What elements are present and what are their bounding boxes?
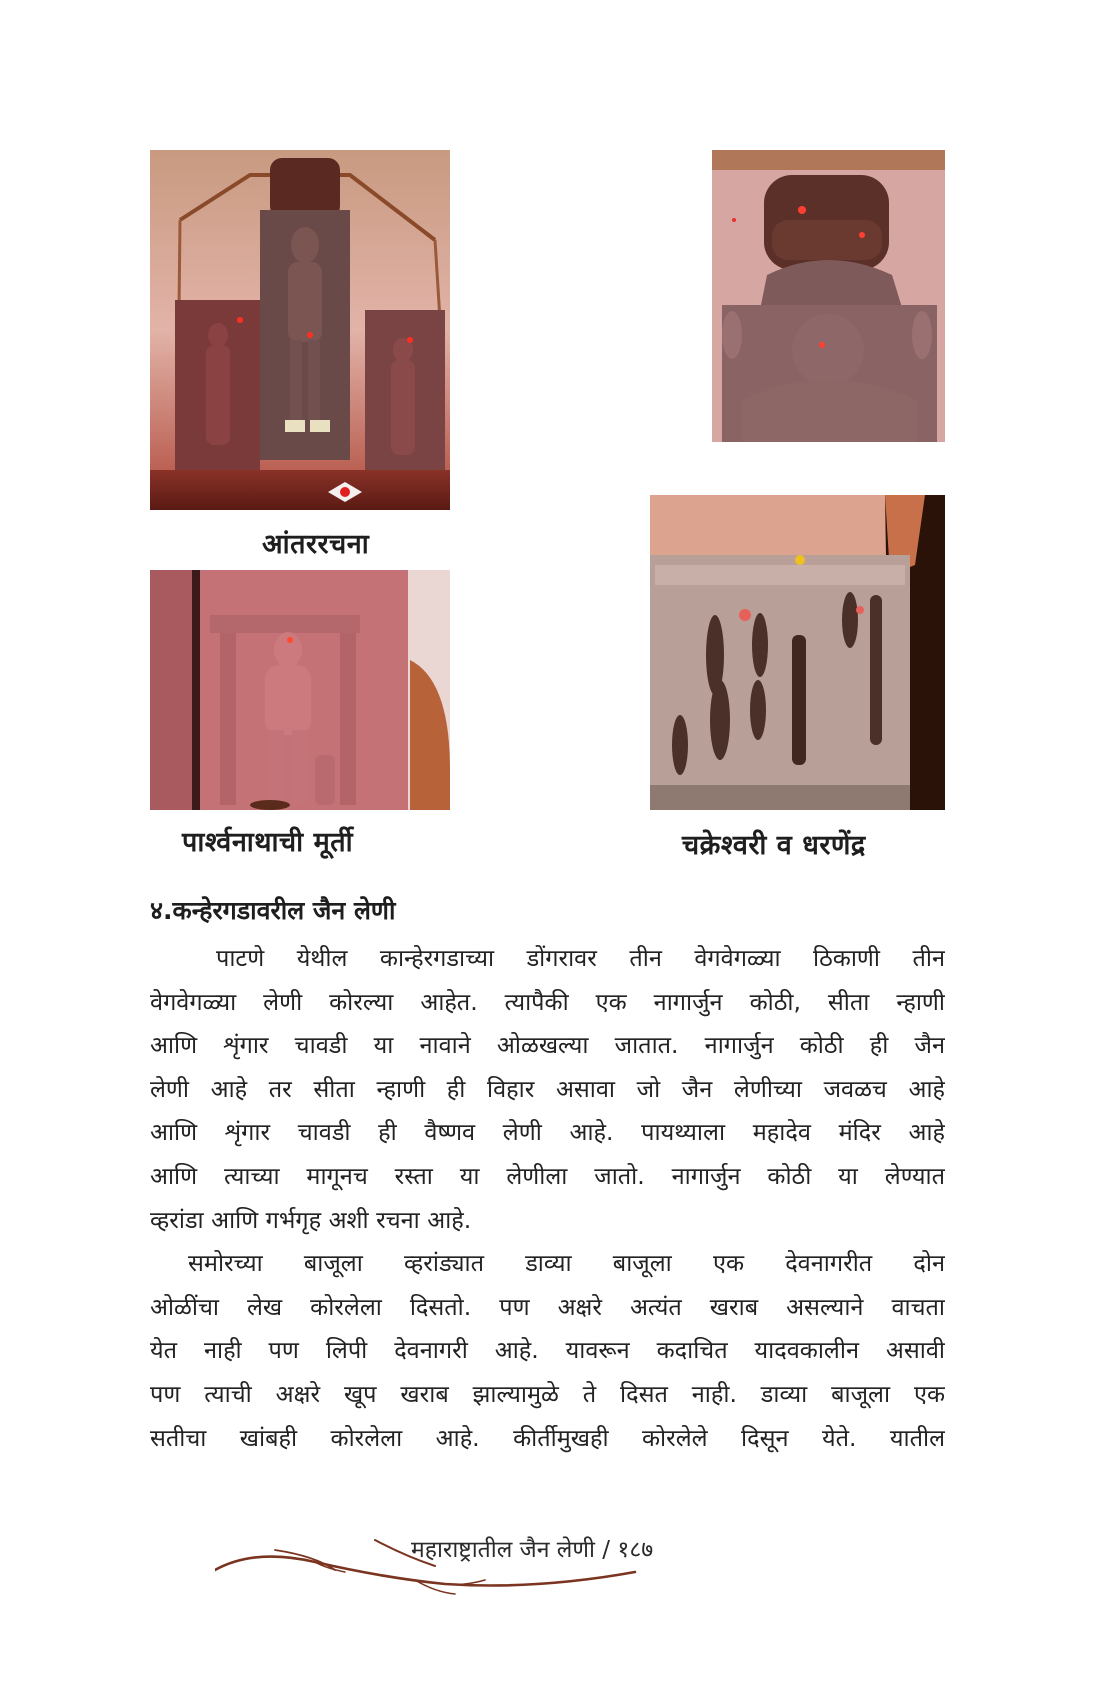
paragraph-1-line: आणि शृंगार चावडी ही वैष्णव लेणी आहे. पायथ्याला महादेव मंदिर आहे — [150, 1118, 945, 1147]
paragraph-1-line: व्हरांडा आणि गर्भगृह अशी रचना आहे. — [150, 1205, 472, 1234]
book-title: महाराष्ट्रातील जैन लेणी — [411, 1537, 595, 1563]
paragraph-1-line: आणि शृंगार चावडी या नावाने ओळखल्या जातात. नागार्जुन कोठी ही जैन — [150, 1031, 945, 1060]
paragraph-1-line: लेणी आहे तर सीता न्हाणी ही विहार असावा जो जैन लेणीच्या जवळच आहे — [150, 1074, 945, 1103]
paragraph-1-line: पाटणे येथील कान्हेरगडाच्या डोंगरावर तीन वेगवेगळ्या ठिकाणी तीन — [216, 944, 945, 972]
paragraph-2-line: ओळींचा लेख कोरलेला दिसतो. पण अक्षरे अत्यंत खराब असल्याने वाचता — [150, 1292, 945, 1321]
caption-parshvanath-idol: पार्श्वनाथाची मूर्ती — [182, 827, 354, 858]
chakreshwari-dharanendra-image — [650, 495, 945, 810]
footer-separator: / — [602, 1537, 611, 1563]
body-text — [150, 937, 945, 1460]
page-number: १८७ — [617, 1537, 654, 1563]
photo-chakreshwari-dharanendra — [650, 495, 945, 810]
photo-parshvanath-head — [712, 150, 945, 442]
photo-interior — [150, 150, 450, 510]
footer-running-title — [411, 1532, 653, 1564]
page-footer — [215, 1520, 735, 1600]
photo-parshvanath-idol — [150, 570, 450, 810]
paragraph-1-line: वेगवेगळ्या लेणी कोरल्या आहेत. त्यापैकी एक नागार्जुन कोठी, सीता न्हाणी — [150, 987, 945, 1016]
paragraph-2-line: समोरच्या बाजूला व्हरांड्यात डाव्या बाजूला एक देवनागरीत दोन — [188, 1249, 945, 1278]
paragraph-1-line: आणि त्याच्या मागूनच रस्ता या लेणीला जातो. नागार्जुन कोठी या लेण्यात — [150, 1161, 945, 1190]
parshvanath-head-image — [712, 150, 945, 442]
section-heading: ४.कन्हेरगडावरील जैन लेणी — [150, 896, 396, 925]
caption-interior: आंतररचना — [262, 529, 370, 560]
parshvanath-idol-image — [150, 570, 450, 810]
caption-chakreshwari-dharanendra: चक्रेश्वरी व धरणेंद्र — [682, 830, 866, 861]
interior-image — [150, 150, 450, 510]
paragraph-2-line: सतीचा खांबही कोरलेला आहे. कीर्तीमुखही कोरलेले दिसून येते. यातील — [150, 1423, 945, 1452]
paragraph-2-line: पण त्याची अक्षरे खूप खराब झाल्यामुळे ते दिसत नाही. डाव्या बाजूला एक — [150, 1379, 945, 1408]
paragraph-2-line: येत नाही पण लिपी देवनागरी आहे. यावरून कदाचित यादवकालीन असावी — [150, 1336, 945, 1365]
